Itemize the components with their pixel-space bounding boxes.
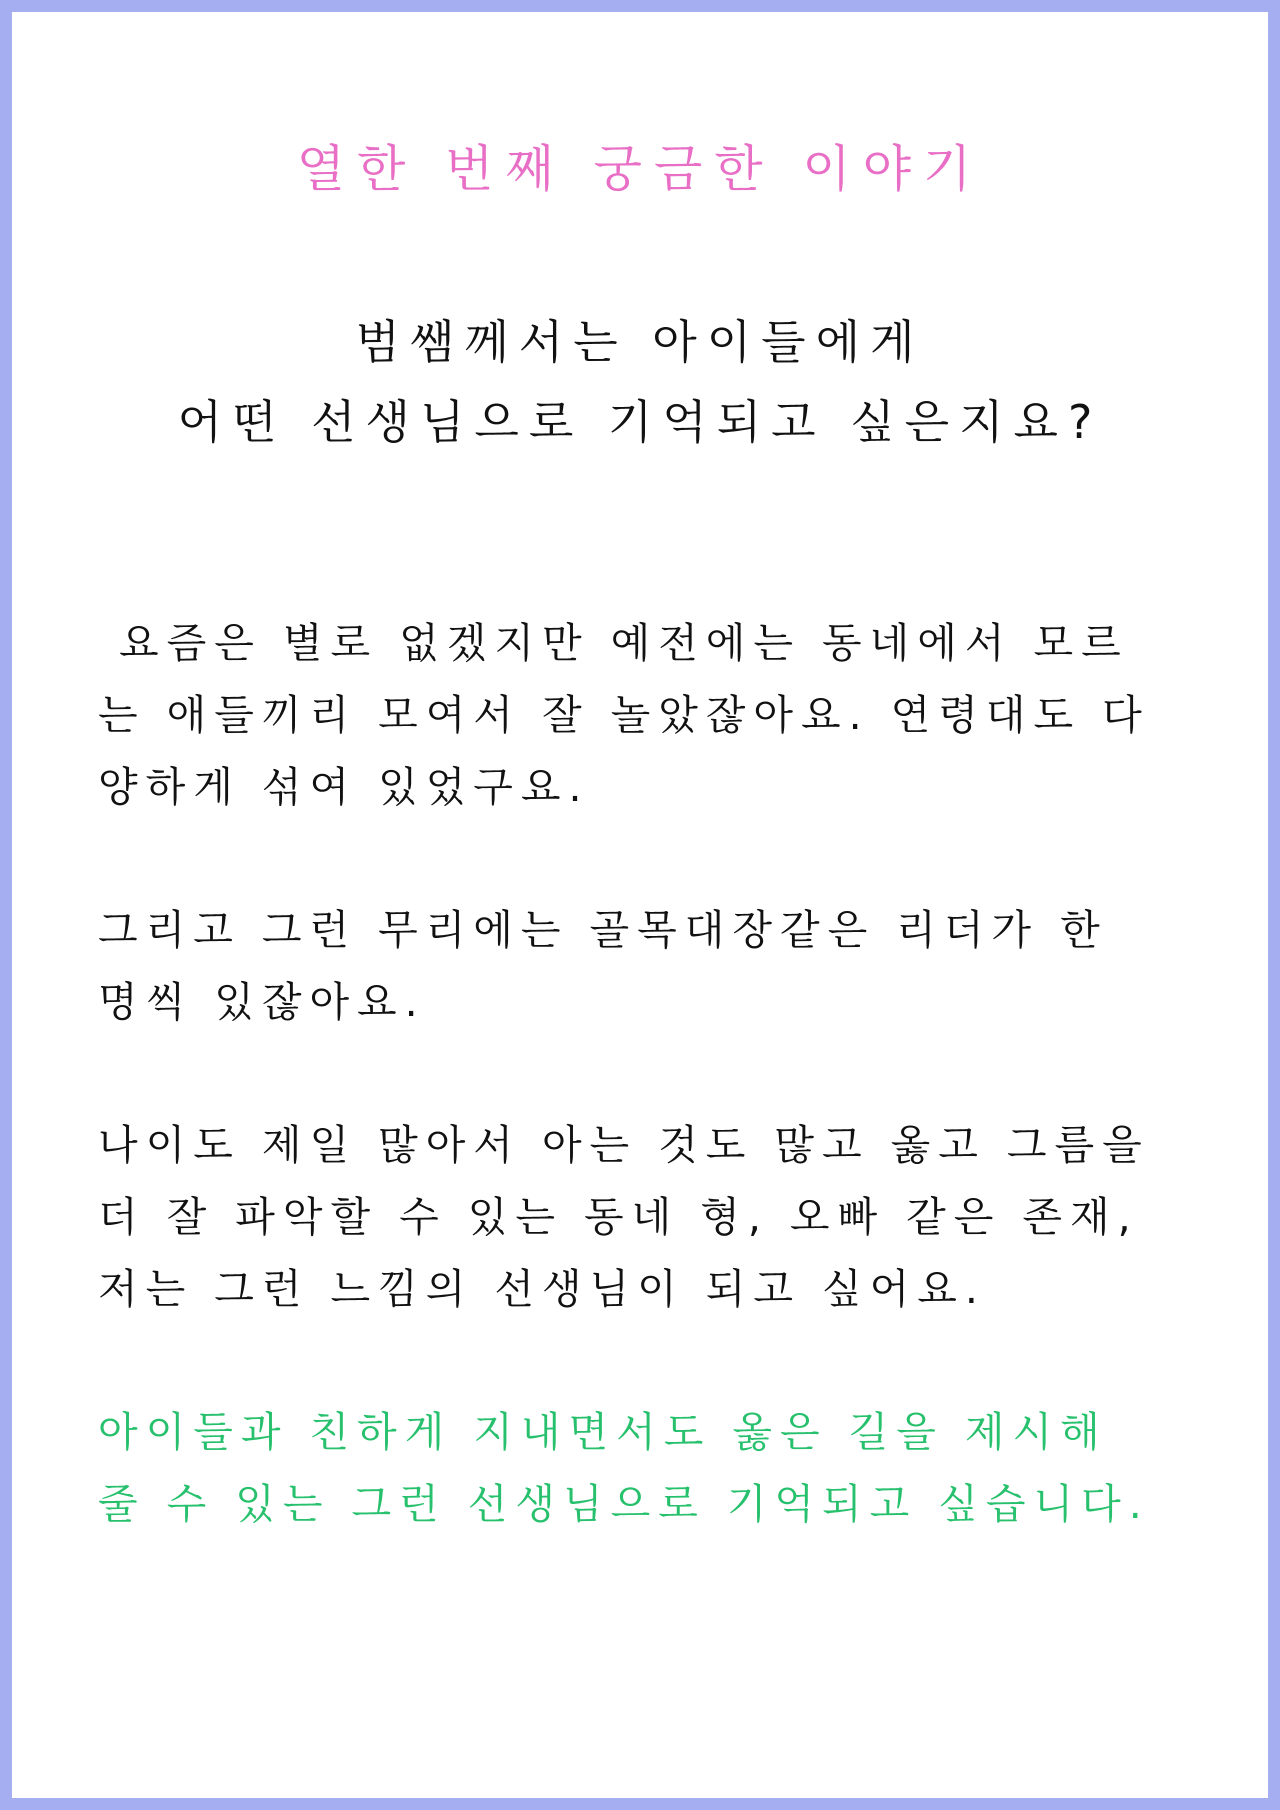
paragraph-line: 저는 그런 느낌의 선생님이 되고 싶어요. bbox=[98, 1265, 986, 1313]
answer-body bbox=[98, 607, 1188, 1611]
paragraph-line: 더 잘 파악할 수 있는 동네 형, 오빠 같은 존재, bbox=[98, 1193, 1139, 1241]
paragraph-line: 양하게 섞여 있었구요. bbox=[98, 763, 590, 811]
paragraph-line: 그리고 그런 무리에는 골목대장같은 리더가 한 bbox=[98, 906, 1108, 954]
paragraph-line: 명씩 있잖아요. bbox=[98, 978, 426, 1026]
paragraph bbox=[98, 607, 1188, 823]
highlight-line: 줄 수 있는 그런 선생님으로 기억되고 싶습니다. bbox=[98, 1480, 1150, 1528]
paragraph bbox=[98, 894, 1188, 1038]
question-line: 어떤 선생님으로 기억되고 싶은지요? bbox=[177, 395, 1103, 449]
question-heading bbox=[12, 302, 1268, 462]
question-line: 범쌤께서는 아이들에게 bbox=[355, 315, 925, 369]
page-title: 열한 번째 궁금한 이야기 bbox=[296, 140, 984, 198]
paragraph-line: 는 애들끼리 모여서 잘 놀았잖아요. 연령대도 다 bbox=[98, 691, 1150, 739]
highlight-line: 아이들과 친하게 지내면서도 옳은 길을 제시해 bbox=[98, 1408, 1108, 1456]
paragraph bbox=[98, 1109, 1188, 1325]
paragraph-line: 요즘은 별로 없겠지만 예전에는 동네에서 모르 bbox=[98, 619, 1129, 667]
highlight-paragraph bbox=[98, 1396, 1188, 1540]
paragraph-line: 나이도 제일 많아서 아는 것도 많고 옳고 그름을 bbox=[98, 1121, 1150, 1169]
